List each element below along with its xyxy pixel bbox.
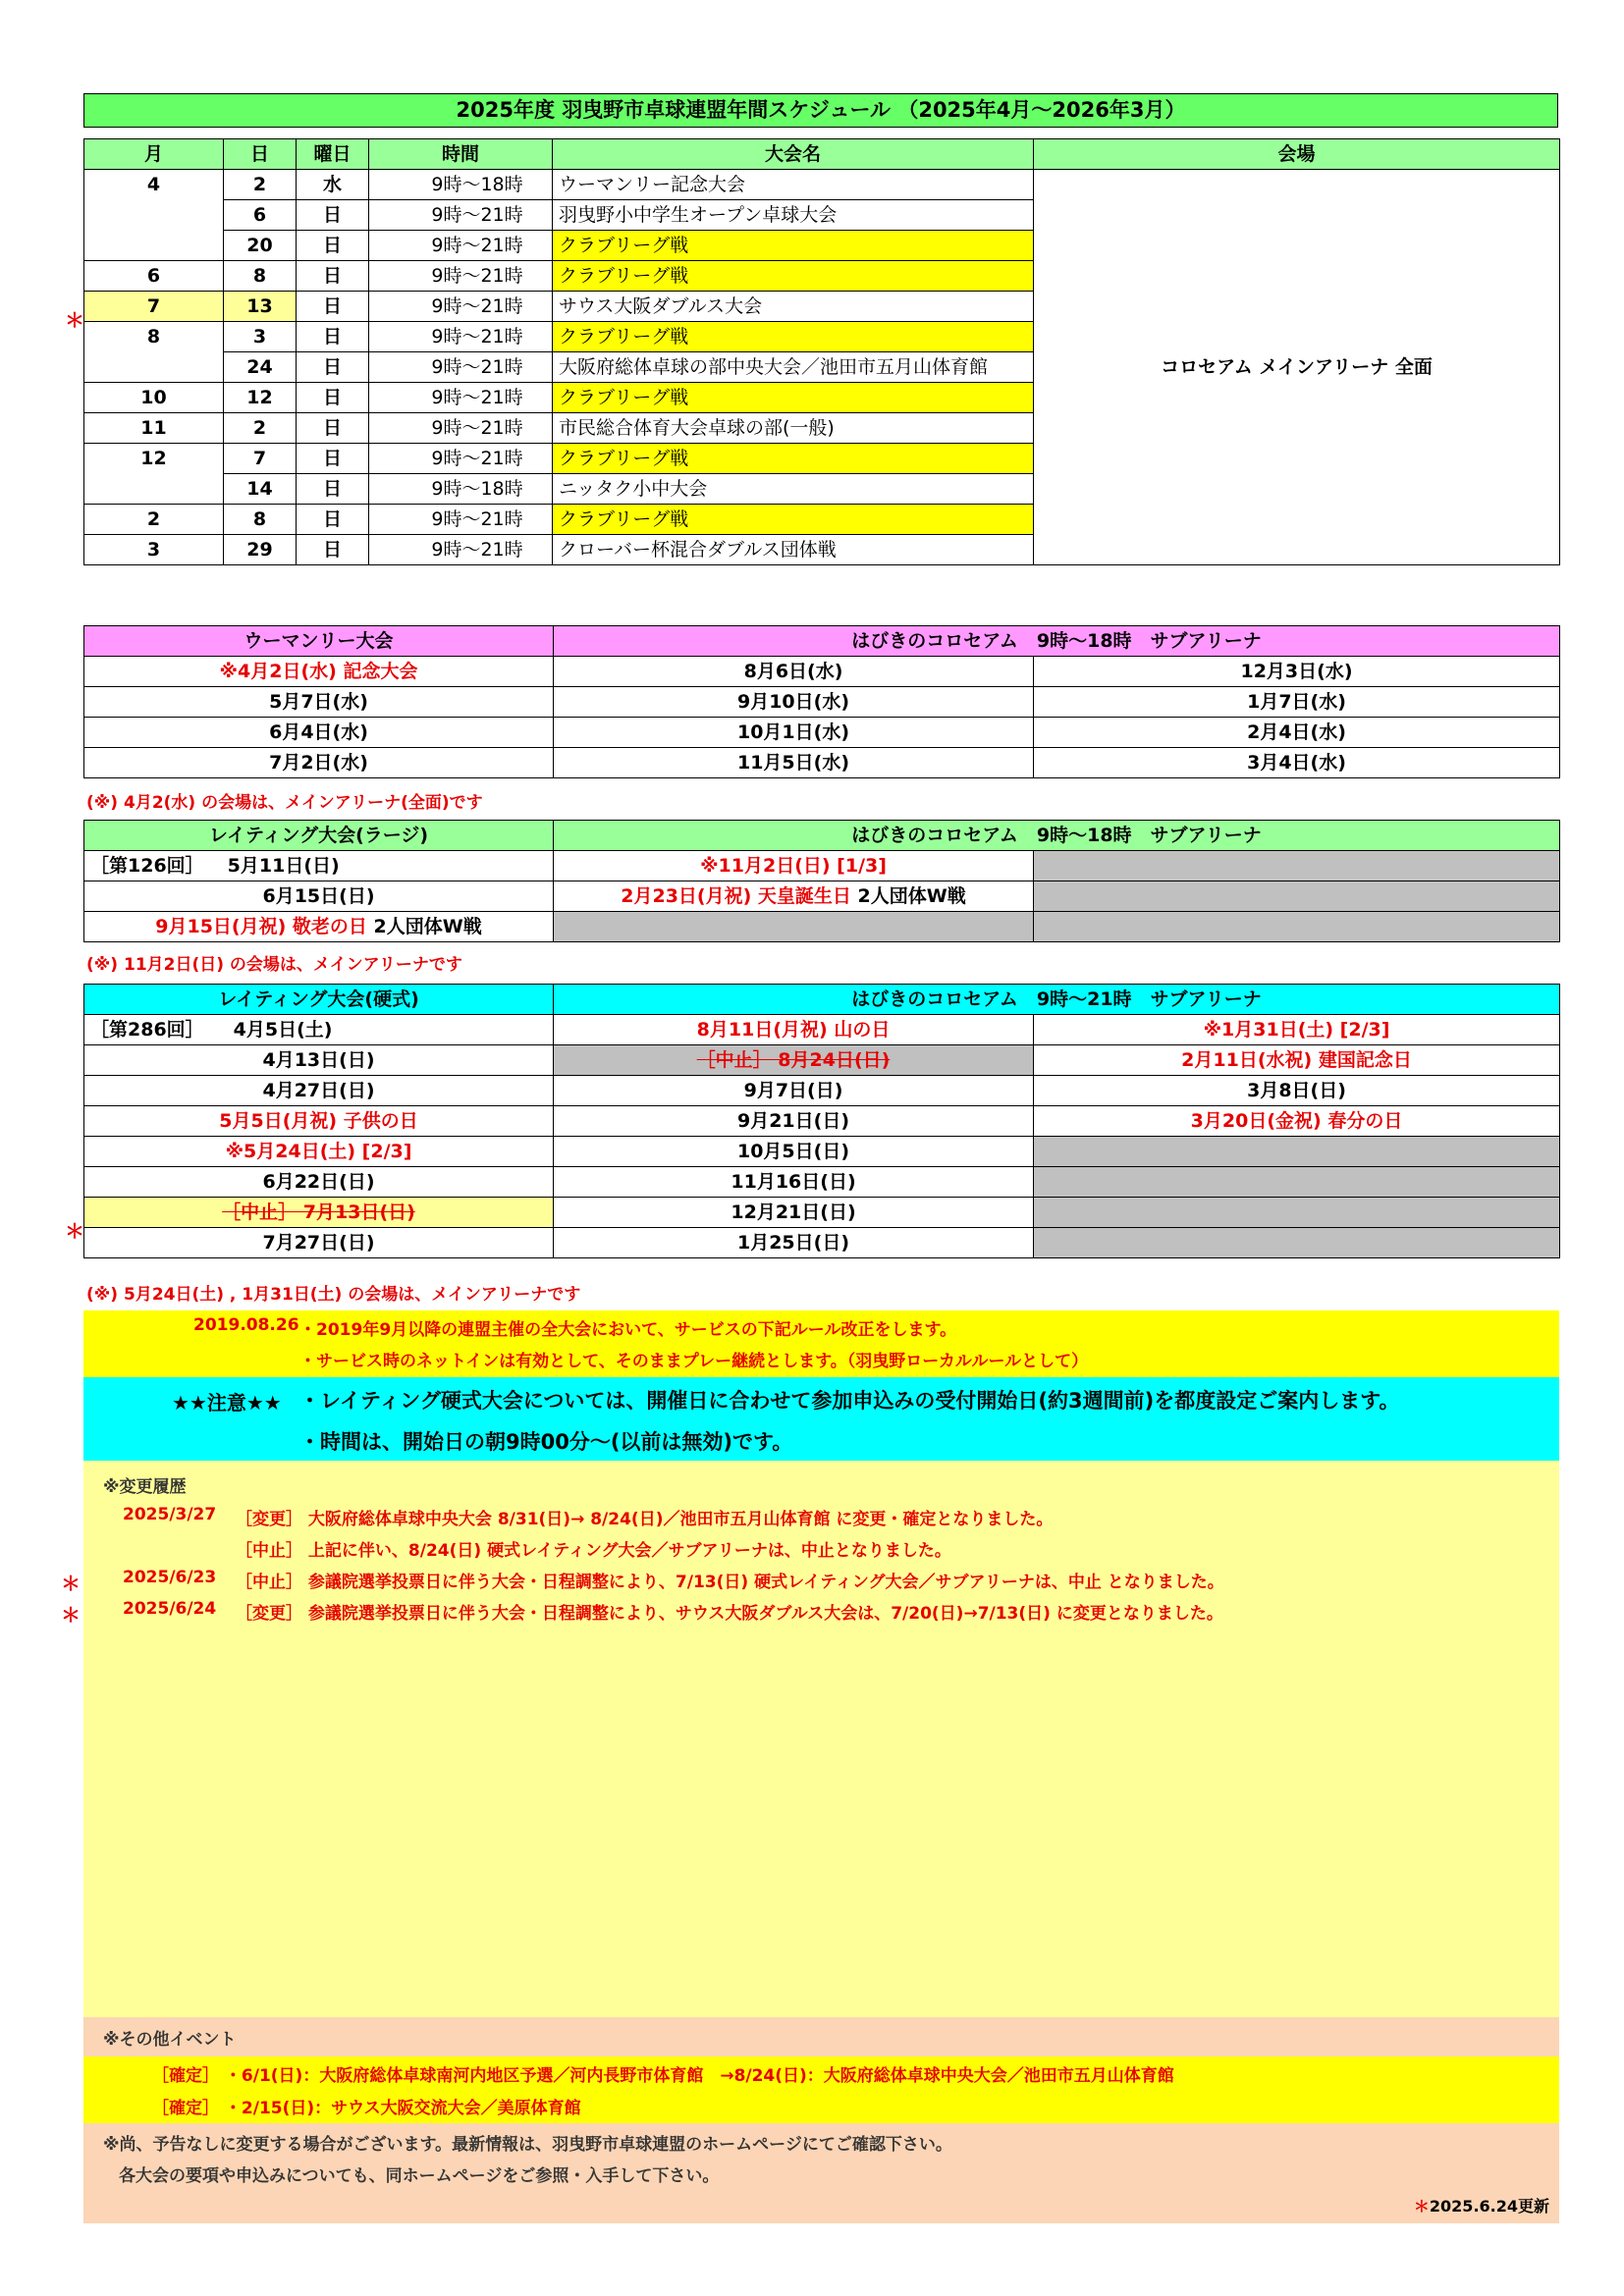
history-title: ※変更履歴	[103, 1477, 187, 1497]
schedule-time: 9時～21時	[369, 322, 553, 352]
schedule-month: 6	[84, 261, 224, 292]
schedule-name: 市民総合体育大会卓球の部(一般)	[553, 413, 1034, 444]
schedule-day: 8	[224, 505, 297, 535]
hard-rating-table	[83, 984, 1560, 1258]
large-date: 5月11日(日)	[227, 855, 340, 877]
caution-box	[83, 1377, 1559, 1461]
womanly-date: 10月1日(水)	[554, 718, 1034, 748]
schedule-name: サウス大阪ダブルス大会	[553, 292, 1034, 322]
events-line: ［確定］ ・2/15(日)：サウス大阪交流大会／美原体育館	[152, 2099, 581, 2118]
schedule-header-row	[84, 139, 1560, 170]
hard-date: 11月16日(日)	[554, 1167, 1034, 1198]
rule-notice	[83, 1310, 1559, 1377]
hard-date: 9月7日(日)	[554, 1076, 1034, 1106]
schedule-dow: 日	[297, 444, 369, 474]
womanly-date: 11月5日(水)	[554, 748, 1034, 778]
hard-title: レイティング大会(硬式)	[84, 985, 554, 1015]
schedule-dow: 日	[297, 535, 369, 565]
events-footer: 各大会の要項や申込みについても、同ホームページをご参照・入手して下さい。	[119, 2166, 720, 2186]
hard-date: 12月21日(日)	[554, 1198, 1034, 1228]
hard-date: 4月27日(日)	[84, 1076, 554, 1106]
history-date: 2025/3/27	[123, 1505, 217, 1524]
large-round: ［第126回］	[90, 855, 204, 877]
hard-date: 2月11日(水祝) 建国記念日	[1034, 1045, 1560, 1076]
schedule-time: 9時～18時	[369, 170, 553, 200]
womanly-note: (※) 4月2(水) の会場は、メインアリーナ(全面)です	[86, 793, 483, 813]
schedule-month: 12	[84, 444, 224, 505]
schedule-time: 9時～21時	[369, 352, 553, 383]
schedule-time: 9時～21時	[369, 292, 553, 322]
hard-date: 4月13日(日)	[84, 1045, 554, 1076]
change-history	[83, 1461, 1559, 2017]
schedule-time: 9時～21時	[369, 231, 553, 261]
schedule-dow: 日	[297, 383, 369, 413]
history-text: ［中止］ 参議院選挙投票日に伴う大会・日程調整により、7/13(日) 硬式レイティング大会／サブアリーナは、中止 となりました。	[236, 1573, 1224, 1592]
large-date: 6月15日(日)	[84, 881, 554, 912]
large-date-suffix: 2人団体W戦	[850, 885, 966, 907]
schedule-time: 9時～21時	[369, 261, 553, 292]
womanly-date: ※4月2日(水) 記念大会	[84, 657, 554, 687]
schedule-name: 羽曳野小中学生オープン卓球大会	[553, 200, 1034, 231]
schedule-name: クローバー杯混合ダブルス団体戦	[553, 535, 1034, 565]
schedule-name: クラブリーグ戦	[553, 383, 1034, 413]
womanly-date: 8月6日(水)	[554, 657, 1034, 687]
history-text: ［変更］ 大阪府総体卓球中央大会 8/31(日)→ 8/24(日)／池田市五月山体育館 に変更・確定となりました。	[236, 1510, 1054, 1529]
history-text: ［中止］ 上記に伴い、8/24(日) 硬式レイティング大会／サブアリーナは、中止となりました。	[236, 1541, 951, 1561]
schedule-month: 8	[84, 322, 224, 383]
events-title: ※その他イベント	[103, 2030, 237, 2050]
large-title: レイティング大会(ラージ)	[84, 821, 554, 851]
schedule-day: 29	[224, 535, 297, 565]
hard-date: 4月5日(土)	[233, 1019, 333, 1041]
womanly-table	[83, 625, 1560, 778]
hard-date: 6月22日(日)	[84, 1167, 554, 1198]
asterisk-mark: ＊	[1413, 2197, 1430, 2216]
schedule-name: クラブリーグ戦	[553, 261, 1034, 292]
womanly-date: 7月2日(水)	[84, 748, 554, 778]
caution-line: ・時間は、開始日の朝9時00分～(以前は無効)です。	[299, 1430, 793, 1454]
large-venue: はびきのコロセアム 9時～18時 サブアリーナ	[554, 821, 1560, 851]
schedule-table	[83, 138, 1560, 565]
large-date-suffix: 2人団体W戦	[366, 916, 482, 937]
schedule-dow: 日	[297, 200, 369, 231]
schedule-day: 2	[224, 170, 297, 200]
page-title: 2025年度 羽曳野市卓球連盟年間スケジュール （2025年4月～2026年3月）	[83, 93, 1558, 128]
schedule-day: 24	[224, 352, 297, 383]
updated-text: 2025.6.24更新	[1429, 2197, 1549, 2216]
large-date: 2月23日(月祝) 天皇誕生日	[621, 885, 851, 907]
history-date: 2025/6/23	[123, 1568, 217, 1587]
schedule-day: 14	[224, 474, 297, 505]
hard-date: 3月8日(日)	[1034, 1076, 1560, 1106]
asterisk-mark: ＊	[61, 1603, 81, 1627]
womanly-date: 2月4日(水)	[1034, 718, 1560, 748]
header-dow: 曜日	[297, 139, 369, 170]
schedule-time: 9時～21時	[369, 505, 553, 535]
schedule-day: 6	[224, 200, 297, 231]
header-time: 時間	[369, 139, 553, 170]
hard-date: 8月11日(月祝) 山の日	[554, 1015, 1034, 1045]
schedule-dow: 日	[297, 322, 369, 352]
large-date: ※11月2日(日) [1/3]	[554, 851, 1034, 881]
history-text: ［変更］ 参議院選挙投票日に伴う大会・日程調整により、サウス大阪ダブルス大会は、7/20(日)→7/13(日) に変更となりました。	[236, 1604, 1223, 1624]
schedule-time: 9時～21時	[369, 535, 553, 565]
schedule-time: 9時～21時	[369, 413, 553, 444]
other-events	[83, 2017, 1559, 2223]
schedule-month: 2	[84, 505, 224, 535]
womanly-date: 1月7日(水)	[1034, 687, 1560, 718]
schedule-day: 3	[224, 322, 297, 352]
schedule-day: 2	[224, 413, 297, 444]
schedule-day: 8	[224, 261, 297, 292]
schedule-dow: 水	[297, 170, 369, 200]
notice-line: ・2019年9月以降の連盟主催の全大会において、サービスの下記ルール改正をします。	[299, 1320, 957, 1340]
schedule-time: 9時～21時	[369, 383, 553, 413]
schedule-dow: 日	[297, 292, 369, 322]
header-month: 月	[84, 139, 224, 170]
hard-round: ［第286回］	[90, 1019, 204, 1041]
schedule-dow: 日	[297, 231, 369, 261]
womanly-date: 6月4日(水)	[84, 718, 554, 748]
schedule-time: 9時～21時	[369, 200, 553, 231]
header-event: 大会名	[553, 139, 1034, 170]
large-rating-table	[83, 820, 1560, 942]
womanly-date: 12月3日(水)	[1034, 657, 1560, 687]
hard-date: ※1月31日(土) [2/3]	[1034, 1015, 1560, 1045]
schedule-month: 7	[84, 292, 224, 322]
asterisk-mark: ＊	[65, 308, 84, 332]
schedule-day: 12	[224, 383, 297, 413]
caution-line: ・レイティング硬式大会については、開催日に合わせて参加申込みの受付開始日(約3週間前)を都度設定ご案内します。	[299, 1389, 1400, 1413]
history-date: 2025/6/24	[123, 1599, 217, 1619]
womanly-date: 9月10日(水)	[554, 687, 1034, 718]
hard-date: ※5月24日(土) [2/3]	[84, 1137, 554, 1167]
hard-date: 3月20日(金祝) 春分の日	[1034, 1106, 1560, 1137]
events-line: ［確定］ ・6/1(日)：大阪府総体卓球南河内地区予選／河内長野市体育館 →8/24(日)：大阪府総体卓球中央大会／池田市五月山体育館	[152, 2066, 1174, 2086]
womanly-title: ウーマンリー大会	[84, 626, 554, 657]
schedule-dow: 日	[297, 413, 369, 444]
schedule-day: 20	[224, 231, 297, 261]
hard-date: 7月27日(日)	[84, 1228, 554, 1258]
hard-venue: はびきのコロセアム 9時～21時 サブアリーナ	[554, 985, 1560, 1015]
schedule-dow: 日	[297, 261, 369, 292]
caution-label: ★★注意★★	[172, 1391, 282, 1415]
schedule-dow: 日	[297, 352, 369, 383]
asterisk-mark: ＊	[65, 1219, 84, 1243]
schedule-name: ウーマンリー記念大会	[553, 170, 1034, 200]
large-note: (※) 11月2日(日) の会場は、メインアリーナです	[86, 955, 462, 975]
schedule-name: クラブリーグ戦	[553, 505, 1034, 535]
hard-date: 1月25日(日)	[554, 1228, 1034, 1258]
womanly-date: 5月7日(水)	[84, 687, 554, 718]
hard-date: 5月5日(月祝) 子供の日	[84, 1106, 554, 1137]
notice-line: ・サービス時のネットインは有効として、そのままプレー継続とします。（羽曳野ローカルルールとして）	[299, 1352, 1089, 1371]
schedule-name: 大阪府総体卓球の部中央大会／池田市五月山体育館	[553, 352, 1034, 383]
schedule-month: 4	[84, 170, 224, 261]
schedule-venue: コロセアム メインアリーナ 全面	[1034, 170, 1560, 565]
schedule-day: 7	[224, 444, 297, 474]
header-venue: 会場	[1034, 139, 1560, 170]
hard-date: 10月5日(日)	[554, 1137, 1034, 1167]
schedule-dow: 日	[297, 505, 369, 535]
large-date: 9月15日(月祝) 敬老の日	[155, 916, 367, 937]
schedule-time: 9時～18時	[369, 474, 553, 505]
schedule-month: 3	[84, 535, 224, 565]
notice-date: 2019.08.26	[193, 1315, 299, 1335]
schedule-name: クラブリーグ戦	[553, 444, 1034, 474]
schedule-month: 10	[84, 383, 224, 413]
schedule-month: 11	[84, 413, 224, 444]
schedule-row	[84, 170, 1560, 200]
schedule-name: ニッタク小中大会	[553, 474, 1034, 505]
schedule-name: クラブリーグ戦	[553, 322, 1034, 352]
hard-date-cancelled: ［中止］ 7月13日(日)	[84, 1198, 554, 1228]
hard-note: (※) 5月24日(土) , 1月31日(土) の会場は、メインアリーナです	[86, 1285, 581, 1305]
asterisk-mark: ＊	[61, 1572, 81, 1595]
events-footer: ※尚、予告なしに変更する場合がございます。最新情報は、羽曳野市卓球連盟のホームページにてご確認下さい。	[103, 2135, 952, 2155]
schedule-time: 9時～21時	[369, 444, 553, 474]
hard-date-cancelled: ［中止］ 8月24日(日)	[554, 1045, 1034, 1076]
womanly-venue: はびきのコロセアム 9時～18時 サブアリーナ	[554, 626, 1560, 657]
header-day: 日	[224, 139, 297, 170]
hard-date: 9月21日(日)	[554, 1106, 1034, 1137]
updated-date	[1414, 2194, 1549, 2216]
womanly-date: 3月4日(水)	[1034, 748, 1560, 778]
schedule-day: 13	[224, 292, 297, 322]
schedule-dow: 日	[297, 474, 369, 505]
schedule-name: クラブリーグ戦	[553, 231, 1034, 261]
